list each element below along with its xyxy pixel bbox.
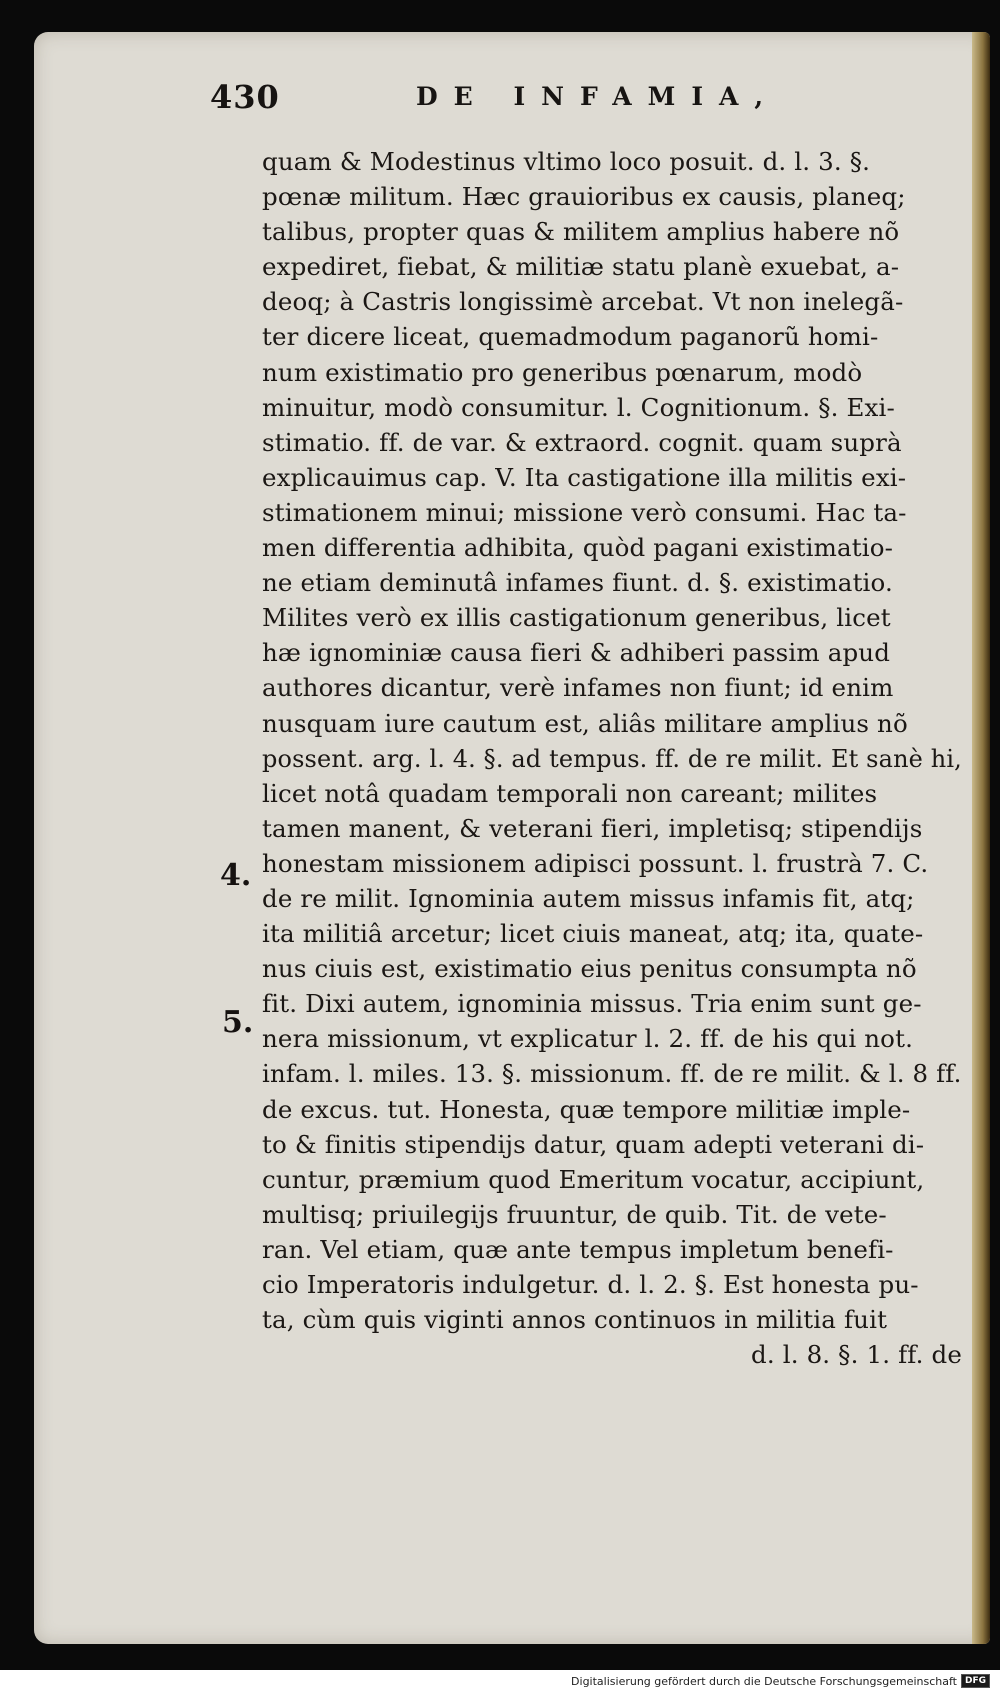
text-line: nusquam iure cautum est, aliâs militare amplius nõ [262,708,908,738]
text-line: ita militiâ arcetur; licet ciuis maneat, atq; ita, quate- [262,919,924,949]
text-line: nera missionum, vt explicatur l. 2. ff. de his qui not. [262,1024,914,1054]
text-line: stimationem minui; missione verò consumi. Hac ta- [262,497,907,527]
text-line: deoq; à Castris longissimè arcebat. Vt non inelegã- [262,287,904,317]
text-line: authores dicantur, verè infames non fiunt; id enim [262,673,894,703]
footer-credit-text: Digitalisierung gefördert durch die Deutsche Forschungsgemeinschaft [571,1674,957,1688]
text-line: ter dicere liceat, quemadmodum paganorũ homi- [262,322,879,352]
text-line: multisq; priuilegijs fruuntur, de quib. Tit. de vete- [262,1199,887,1229]
footer-credit [571,1674,990,1688]
running-title: DE INFAMIA, [416,82,780,111]
text-line: infam. l. miles. 13. §. missionum. ff. de re milit. & l. 8 ff. [262,1059,962,1089]
text-line: de excus. tut. Honesta, quæ tempore militiæ imple- [262,1094,911,1124]
page-number: 430 [210,78,280,116]
page-edge [972,32,990,1644]
text-line: nus ciuis est, existimatio eius penitus consumpta nõ [262,954,917,984]
text-line: pœnæ militum. Hæc grauioribus ex causis, planeq; [262,182,906,212]
text-line: licet notâ quadam temporali non careant; milites [262,778,878,808]
running-head [210,76,830,126]
text-line: minuitur, modò consumitur. l. Cognitionum. §. Exi- [262,392,895,422]
text-line: ran. Vel etiam, quæ ante tempus impletum benefi- [262,1234,894,1264]
text-line: fit. Dixi autem, ignominia missus. Tria enim sunt ge- [262,989,922,1019]
text-line: possent. arg. l. 4. §. ad tempus. ff. de re milit. Et sanè hi, [262,743,962,773]
text-line: num existimatio pro generibus pœnarum, modò [262,357,863,387]
text-line: quam & Modestinus vltimo loco posuit. d. l. 3. §. [262,147,871,176]
text-line: honestam missionem adipisci possunt. l. frustrà 7. C. [262,848,929,878]
dfg-logo: DFG [961,1674,990,1688]
text-line: to & finitis stipendijs datur, quam adepti veterani di- [262,1129,925,1159]
margin-note-5: 5. [222,1005,254,1040]
text-line: stimatio. ff. de var. & extraord. cognit. quam suprà [262,427,902,457]
text-line: de re milit. Ignominia autem missus infamis fit, atq; [262,883,915,913]
body-text [262,144,962,1372]
text-line: d. l. 8. §. 1. ff. de [751,1340,962,1370]
text-line: ta, cùm quis viginti annos continuos in militia fuit [262,1305,888,1335]
text-line: explicauimus cap. V. Ita castigatione illa militis exi- [262,462,907,492]
text-line: hæ ignominiæ causa fieri & adhiberi passim apud [262,638,891,668]
text-line: cio Imperatoris indulgetur. d. l. 2. §. Est honesta pu- [262,1270,919,1299]
text-line: tamen manent, & veterani fieri, impletisq; stipendijs [262,813,923,843]
text-line: cuntur, præmium quod Emeritum vocatur, accipiunt, [262,1164,925,1194]
text-line: Milites verò ex illis castigationum generibus, licet [262,603,891,633]
text-line: talibus, propter quas & militem amplius habere nõ [262,217,900,247]
text-line: expediret, fiebat, & militiæ statu planè exuebat, a- [262,252,900,282]
margin-note-4: 4. [220,858,252,893]
text-line: ne etiam deminutâ infames fiunt. d. §. existimatio. [262,568,893,598]
text-line: men differentia adhibita, quòd pagani existimatio- [262,533,894,563]
